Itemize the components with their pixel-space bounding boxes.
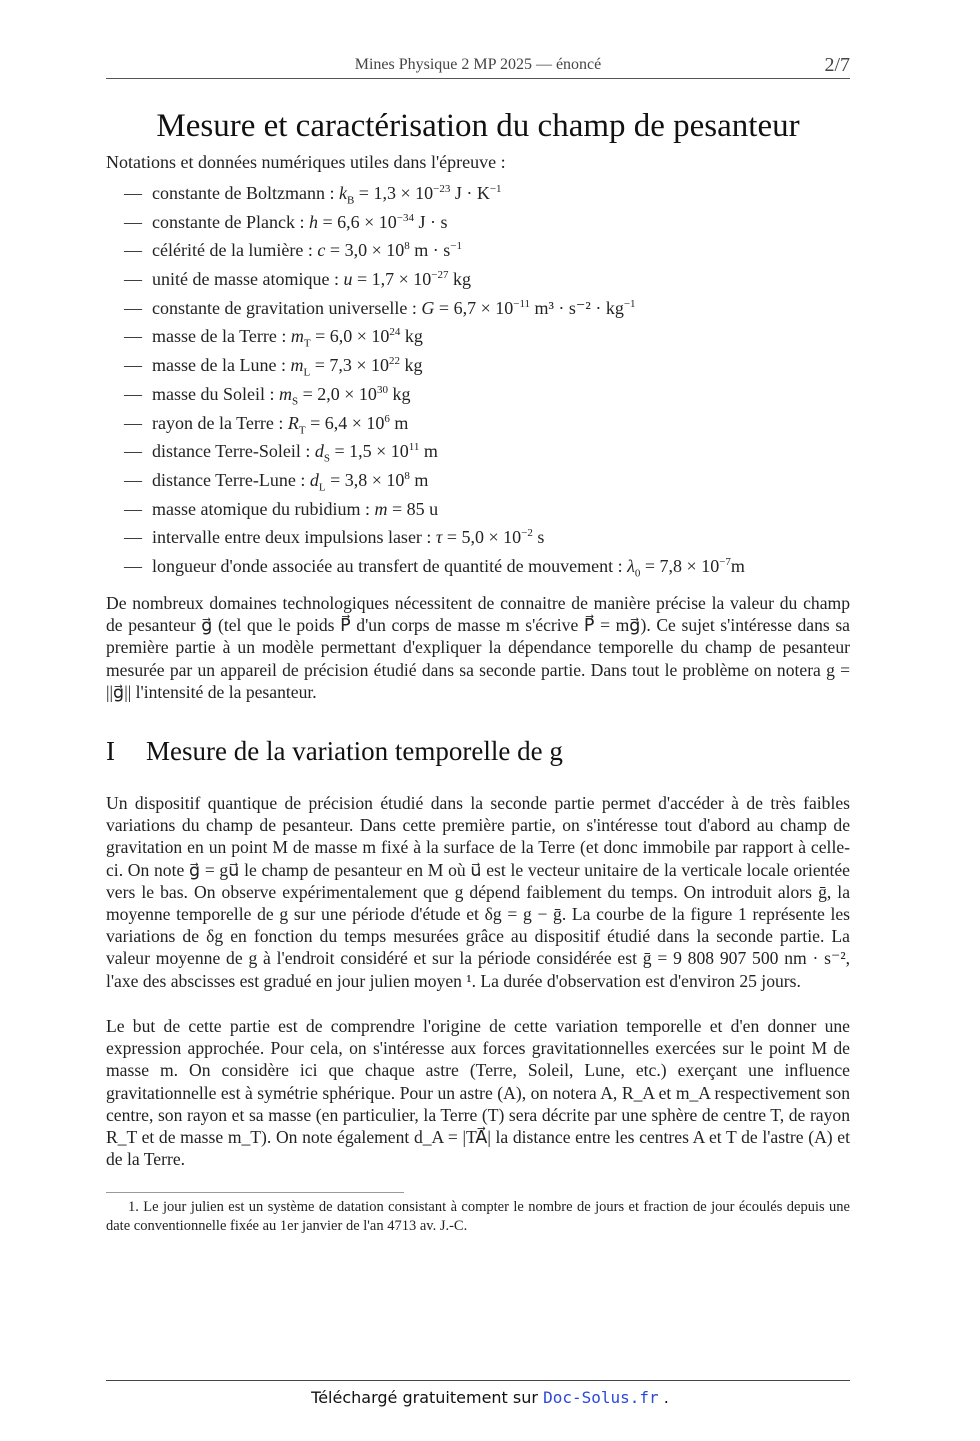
constant-value: = 7,8 × 10 [640,555,720,576]
constant-item [124,237,745,266]
footer-suffix: . [658,1388,669,1407]
unit-exponent: −1 [489,183,502,195]
constant-subscript: 0 [634,567,641,580]
constant-unit: kg [387,383,411,404]
constant-value: = 2,0 × 10 [298,383,377,404]
section-number: I [106,736,115,766]
constant-exponent: −2 [521,527,533,540]
constant-item [124,295,745,324]
constant-value: = 1,3 × 10 [354,183,434,203]
section-title: Mesure de la variation temporelle de g [146,736,563,766]
intro-text: Notations et données numériques utiles dans l'épreuve : [106,152,506,172]
constant-exponent: −23 [433,183,451,195]
constant-exponent: 6 [384,412,390,425]
doc-solus-link[interactable]: Doc-Solus.fr [543,1388,659,1407]
list-dash: — [124,441,142,462]
footnote-divider [106,1192,404,1193]
section-heading [106,736,563,767]
constant-value: = 5,0 × 10 [442,527,522,548]
constant-symbol: k [338,183,347,203]
list-dash: — [124,269,142,290]
constant-item [124,323,745,352]
constant-exponent: −27 [431,269,449,282]
footer-prefix: Téléchargé gratuitement sur [311,1388,544,1407]
constant-subscript: L [303,366,311,379]
unit-exponent: −1 [450,240,462,253]
constant-subscript: L [318,481,326,494]
list-dash: — [124,469,142,490]
constant-item [124,209,745,238]
constant-exponent: −7 [719,555,731,568]
list-dash: — [124,555,142,576]
constant-exponent: 22 [389,355,401,368]
constant-label: intervalle entre deux impulsions laser : [152,527,436,548]
list-dash: — [124,183,142,203]
constant-symbol: R [287,412,299,433]
constant-exponent: 11 [408,441,420,454]
list-dash: — [124,412,142,433]
list-dash: — [124,527,142,548]
page-header [106,54,850,79]
constant-symbol: u [343,269,353,290]
constant-item [124,352,745,381]
list-dash: — [124,297,142,318]
constant-label: longueur d'onde associée au transfert de quantité de mouvement : [152,555,628,576]
constant-symbol: h [308,211,318,232]
paragraph-objectif: Le but de cette partie est de comprendre l'origine de cette variation temporelle et d'en donner une expression approchée. Pour cela, on s'intéresse aux forces gravitationnelles exercées sur le point M de masse m. On considère ici que chaque astre (Terre, Soleil, Lune, etc.) exerçant une influence gravitationnelle est à symétrie sphérique. Pour un astre (A), on notera A, R_A et m_A respectivement son centre, son rayon et sa masse (en particulier, la Terre (T) sera décrite par une sphère de centre T, de rayon R_T et de masse m_T). On note également d_A = |TA⃗| la distance entre les centres A et T de l'astre (A) et de la Terre. [106,1016,850,1170]
constant-value: = 6,4 × 10 [305,412,385,433]
constant-unit: kg [448,269,471,290]
constant-unit: m · s [409,240,451,261]
constant-subscript: S [292,395,299,408]
constant-item [124,410,745,439]
constant-unit: kg [400,355,423,376]
unit-exponent: −1 [623,297,636,310]
list-dash: — [124,326,142,347]
constant-label: masse de la Lune : [152,355,291,376]
constant-item [124,553,745,582]
constant-subscript: T [298,424,306,437]
constant-label: célérité de la lumière : [152,240,318,261]
constant-value: = 3,0 × 10 [325,240,405,261]
constant-subscript: B [346,194,355,207]
constant-label: constante de gravitation universelle : [152,297,422,318]
constant-value: = 6,6 × 10 [317,211,397,232]
constant-exponent: −34 [396,211,414,224]
page-title: Mesure et caractérisation du champ de pesanteur [156,108,800,144]
constant-label: masse du Soleil : [152,383,279,404]
page-footer [0,1388,980,1407]
constant-unit: kg [400,326,423,347]
constant-item [124,496,745,525]
constants-list [124,180,745,582]
constant-item [124,180,745,209]
constant-exponent: 8 [404,240,410,253]
constant-label: distance Terre-Soleil : [152,441,315,462]
constant-exponent: 30 [376,383,388,396]
constant-value: = 7,3 × 10 [310,355,390,376]
constant-item [124,524,745,553]
constant-unit: J · K [450,183,490,203]
constant-unit: J · s [414,211,448,232]
constant-exponent: 8 [404,469,410,482]
paragraph-intro: De nombreux domaines technologiques nécessitent de connaitre de manière précise la valeur du champ de pesanteur g⃗ (tel que le poids P⃗ d'un corps de masse m s'écrive P⃗ = mg⃗). Ce sujet s'intéresse dans sa première partie à un modèle permettant d'expliquer la dépendance temporelle du champ de pesanteur mesurée par un appareil de précision étudié dans sa seconde partie. Dans tout le problème on notera g = ||g⃗|| l'intensité de la pesanteur. [106,593,850,702]
constant-unit: s [532,527,545,548]
list-dash: — [124,383,142,404]
constant-unit: m [419,441,438,462]
list-dash: — [124,498,142,519]
constant-unit: m [730,555,745,576]
constant-label: constante de Planck : [152,211,309,232]
constant-item [124,266,745,295]
constant-label: rayon de la Terre : [152,412,288,433]
constant-label: distance Terre-Lune : [152,469,310,490]
constant-value: = 3,8 × 10 [325,469,405,490]
constant-symbol: m [290,326,304,347]
constant-symbol: m [374,498,388,519]
constant-subscript: S [323,452,330,465]
constant-label: constante de Boltzmann : [152,183,339,203]
constant-value: = 1,5 × 10 [329,441,409,462]
list-dash: — [124,211,142,232]
constant-unit: m [409,469,429,490]
constant-symbol: τ [435,527,443,548]
constant-value: = 6,7 × 10 [434,297,514,318]
page-number: 2/7 [824,54,850,76]
constant-item [124,467,745,496]
list-dash: — [124,355,142,376]
constant-value: = 1,7 × 10 [352,269,432,290]
running-title: Mines Physique 2 MP 2025 — énoncé [354,56,602,73]
footer-divider [106,1380,850,1381]
constant-subscript: T [303,338,311,351]
constant-value: = 6,0 × 10 [310,326,390,347]
constant-label: masse de la Terre : [152,326,291,347]
constant-symbol: λ [627,555,635,576]
constant-label: masse atomique du rubidium : [152,498,375,519]
constant-exponent: −11 [513,297,531,310]
constant-item [124,438,745,467]
constant-symbol: m [290,355,304,376]
list-dash: — [124,240,142,261]
constant-symbol: d [314,441,324,462]
constant-symbol: d [309,469,319,490]
constant-label: unité de masse atomique : [152,269,344,290]
constant-unit: m³ · s⁻² · kg [530,297,624,318]
constant-symbol: m [279,383,292,404]
constant-value: = 85 u [387,498,439,519]
constant-symbol: G [421,297,435,318]
constant-unit: m [389,412,409,433]
constant-exponent: 24 [389,326,401,339]
footnote: 1. Le jour julien est un système de datation consistant à compter le nombre de jours et fraction de jour écoulés depuis une date conventionnelle fixée au 1er janvier de l'an 4713 av. J.-C. [106,1199,850,1234]
constant-symbol: c [317,240,326,261]
constant-item [124,381,745,410]
paragraph-dispositif: Un dispositif quantique de précision étudié dans la seconde partie permet d'accéder à de très faibles variations du champ de pesanteur. Dans cette première partie, on s'intéresse tout d'abord au champ de gravitation en un point M de masse m fixé à la surface de la Terre (et donc immobile par rapport à celle-ci. On note g⃗ = gu⃗ le champ de pesanteur en M où u⃗ est le vecteur unitaire de la verticale locale orientée vers le bas. On observe expérimentalement que g dépend faiblement du temps. On introduit alors ḡ, la moyenne temporelle de g sur une période d'étude et δg = g − ḡ. La courbe de la figure 1 représente les variations de δg en fonction du temps mesurées grâce au dispositif étudié dans la seconde partie. La valeur moyenne de g à l'endroit considéré et sur la période considérée est ḡ = 9 808 907 500 nm · s⁻², l'axe des abscisses est gradué en jour julien moyen ¹. La durée d'observation est d'environ 25 jours. [106,793,850,991]
